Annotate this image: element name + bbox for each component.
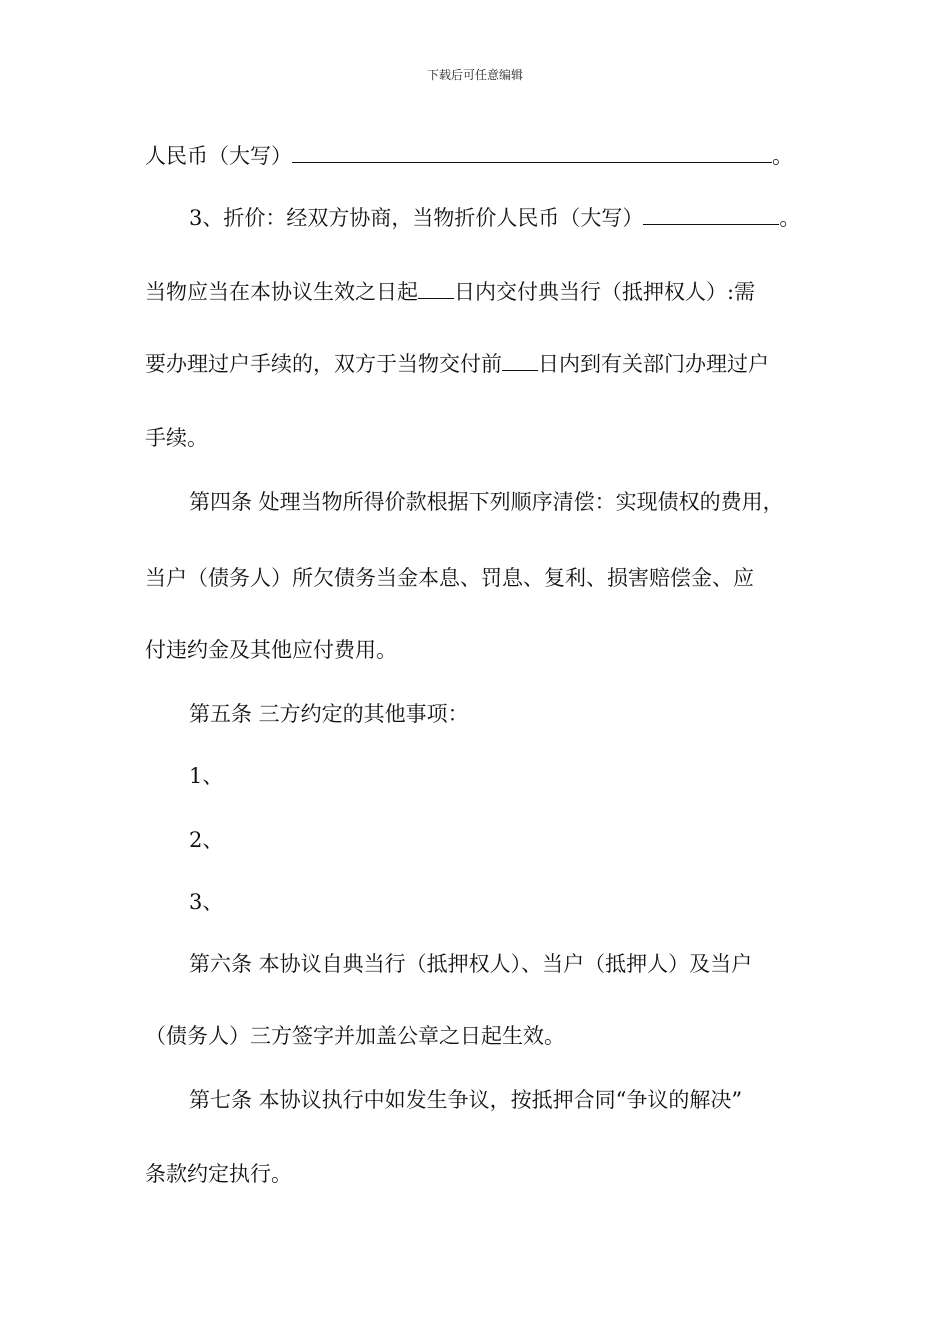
fill-in-blank[interactable]: [643, 202, 779, 225]
paragraph-line: [145, 140, 793, 170]
article-seven-heading-line: 第七条 本协议执行中如发生争议，按抵押合同“争议的解决”: [189, 1088, 743, 1112]
list-item: 1、: [189, 764, 224, 788]
line-text: 人民币（大写）: [145, 144, 292, 168]
page-header-note: 下载后可任意编辑: [426, 68, 523, 82]
line-text: 日内交付典当行（抵押权人）:需: [454, 280, 756, 304]
paragraph-line: 条款约定执行。: [145, 1162, 292, 1186]
fill-in-blank[interactable]: [502, 348, 538, 371]
fill-in-blank[interactable]: [418, 276, 454, 299]
line-text: 当物应当在本协议生效之日起: [145, 280, 418, 304]
list-item: 2、: [189, 828, 224, 852]
article-six-heading-line: 第六条 本协议自典当行（抵押权人）、当户（抵押人）及当户: [189, 952, 753, 976]
paragraph-line: 手续。: [145, 426, 208, 450]
paragraph-line: [189, 202, 800, 232]
paragraph-line: [145, 348, 769, 378]
paragraph-line: （债务人）三方签字并加盖公章之日起生效。: [145, 1024, 565, 1048]
paragraph-line: [145, 276, 755, 306]
fill-in-blank[interactable]: [292, 140, 772, 163]
line-text: 。: [779, 206, 801, 230]
line-text: 要办理过户手续的，双方于当物交付前: [145, 352, 502, 376]
line-text: 日内到有关部门办理过户: [538, 352, 769, 376]
paragraph-line: 付违约金及其他应付费用。: [145, 638, 397, 662]
article-four-heading-line: 第四条 处理当物所得价款根据下列顺序清偿：实现债权的费用，: [189, 490, 784, 514]
line-text: 。: [772, 144, 793, 168]
paragraph-line: 当户（债务人）所欠债务当金本息、罚息、复利、损害赔偿金、应: [145, 566, 754, 590]
article-five-heading-line: 第五条 三方约定的其他事项：: [189, 702, 469, 726]
list-item: 3、: [189, 890, 224, 914]
line-text: 3、折价：经双方协商，当物折价人民币（大写）: [189, 206, 644, 230]
